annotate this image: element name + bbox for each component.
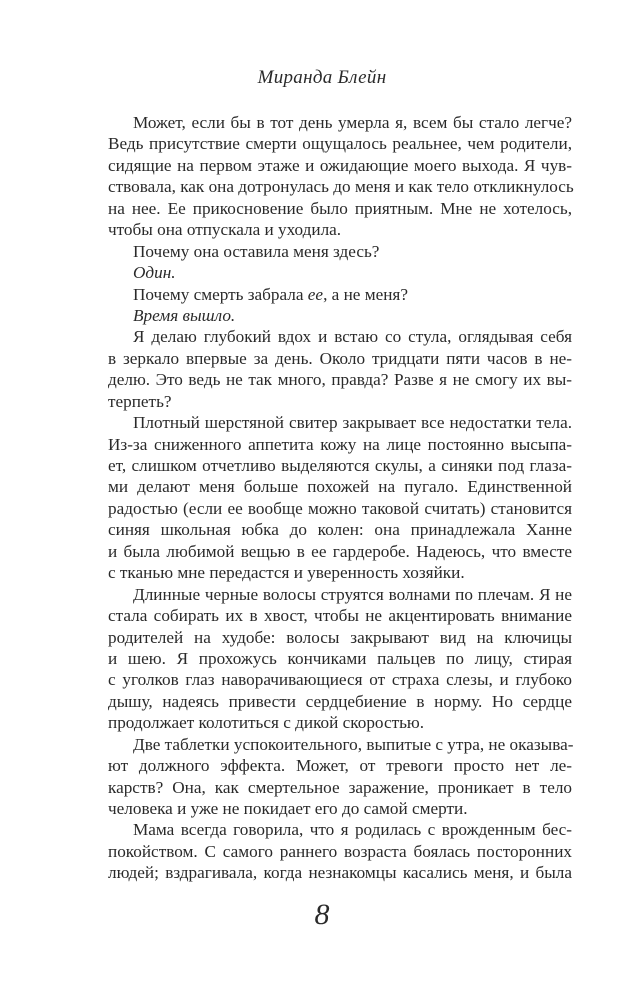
text-span: и была любимой вещью в ее гардеробе. Надеюсь, что вместе <box>108 541 572 561</box>
text-span: дышу, надеясь привести сердцебиение в норму. Но сердце <box>108 691 572 711</box>
text-line <box>108 176 572 197</box>
text-line <box>108 755 572 776</box>
text-span: Может, если бы в тот день умерла я, всем бы стало легче? <box>133 113 572 132</box>
text-line <box>108 262 572 283</box>
text-line <box>108 777 572 798</box>
text-line <box>108 712 572 733</box>
text-span: в зеркало впервые за день. Около тридцати пяти часов в не- <box>108 348 572 368</box>
text-line <box>108 434 572 455</box>
text-span: Мама всегда говорила, что я родилась с врожденным бес- <box>133 820 572 840</box>
text-span: чтобы она отпускала и уходила. <box>108 220 342 240</box>
text-line <box>108 412 572 433</box>
text-span: на нее. Ее прикосновение было приятным. Мне не хотелось, <box>108 198 572 218</box>
text-span: синяя школьная юбка до колен: она принадлежала Ханне <box>108 520 572 540</box>
italic-text: Один. <box>133 263 176 283</box>
text-line <box>108 841 572 862</box>
text-line <box>108 541 572 562</box>
text-span: людей; вздрагивала, когда незнакомцы касались меня, и была <box>108 863 572 883</box>
text-span: делю. Это ведь не так много, правда? Разве я не смогу их вы- <box>108 370 572 390</box>
text-span: Почему смерть забрала <box>133 284 308 304</box>
text-span: Длинные черные волосы струятся волнами по плечам. Я не <box>133 584 572 604</box>
text-span: ет, слишком отчетливо выделяются скулы, а синяки под глаза- <box>108 456 572 475</box>
text-span: Плотный шерстяной свитер закрывает все недостатки тела. <box>133 413 572 433</box>
text-span: карств? Она, как смертельное заражение, проникает в тело <box>108 777 572 797</box>
text-span: с уголков глаз наворачивающиеся от страха слезы, и глубоко <box>108 670 572 690</box>
text-span: ми делают меня больше похожей на пугало. Единственной <box>108 477 572 497</box>
text-line <box>108 627 572 648</box>
text-line <box>108 391 572 412</box>
page-body-text <box>108 112 572 884</box>
text-line <box>108 326 572 347</box>
text-span: , а не меня? <box>323 284 408 304</box>
text-span: радостью (если ее вообще можно таковой считать) становится <box>108 498 572 518</box>
text-line <box>108 819 572 840</box>
text-line <box>108 734 572 755</box>
text-line <box>108 498 572 519</box>
text-span: ют должного эффекта. Может, от тревоги просто нет ле- <box>108 756 572 776</box>
text-span: и шею. Я прохожусь кончиками пальцев по лицу, стирая <box>108 648 572 668</box>
text-line <box>108 369 572 390</box>
text-span: Из-за сниженного аппетита кожу на лице постоянно высыпа- <box>108 434 572 454</box>
page-number: 8 <box>314 898 330 931</box>
text-span: Ведь присутствие смерти ощущалось реальнее, чем родители, <box>108 134 572 154</box>
text-span: родителей на худобе: волосы закрывают вид на ключицы <box>108 627 572 647</box>
text-line <box>108 155 572 176</box>
italic-text: Время вышло. <box>133 305 236 325</box>
text-line <box>108 691 572 712</box>
text-line <box>108 519 572 540</box>
running-header: Миранда Блейн <box>257 67 387 88</box>
text-line <box>108 798 572 819</box>
text-span: человека и уже не покидает его до самой смерти. <box>108 799 468 818</box>
text-span: сидящие на первом этаже и ожидающие моего выхода. Я чув- <box>108 155 572 175</box>
text-span: покойством. С самого раннего возраста боялась посторонних <box>108 841 572 861</box>
text-line <box>108 476 572 497</box>
italic-text: ее <box>307 284 324 304</box>
text-line <box>108 669 572 690</box>
text-line <box>108 112 572 133</box>
text-line <box>108 455 572 476</box>
text-line <box>108 198 572 219</box>
text-line <box>108 133 572 154</box>
text-line <box>108 219 572 240</box>
text-span: с тканью мне передастся и уверенность хозяйки. <box>108 563 465 583</box>
text-span: ствовала, как она дотронулась до меня и как тело откликнулось <box>108 177 574 197</box>
text-span: Я делаю глубокий вдох и встаю со стула, оглядывая себя <box>133 327 572 347</box>
text-line <box>108 562 572 583</box>
text-span: терпеть? <box>108 391 172 411</box>
text-line <box>108 348 572 369</box>
text-span: Две таблетки успокоительного, выпитые с утра, не оказыва- <box>133 734 574 754</box>
text-line <box>108 648 572 669</box>
text-line <box>108 305 572 326</box>
text-line <box>108 241 572 262</box>
text-span: Почему она оставила меня здесь? <box>133 241 380 261</box>
text-span: стала собирать их в хвост, чтобы не акцентировать внимание <box>108 606 572 626</box>
text-line <box>108 605 572 626</box>
text-line <box>108 584 572 605</box>
text-span: продолжает колотиться с дикой скоростью. <box>108 713 425 733</box>
text-line <box>108 862 572 883</box>
text-line <box>108 284 572 305</box>
